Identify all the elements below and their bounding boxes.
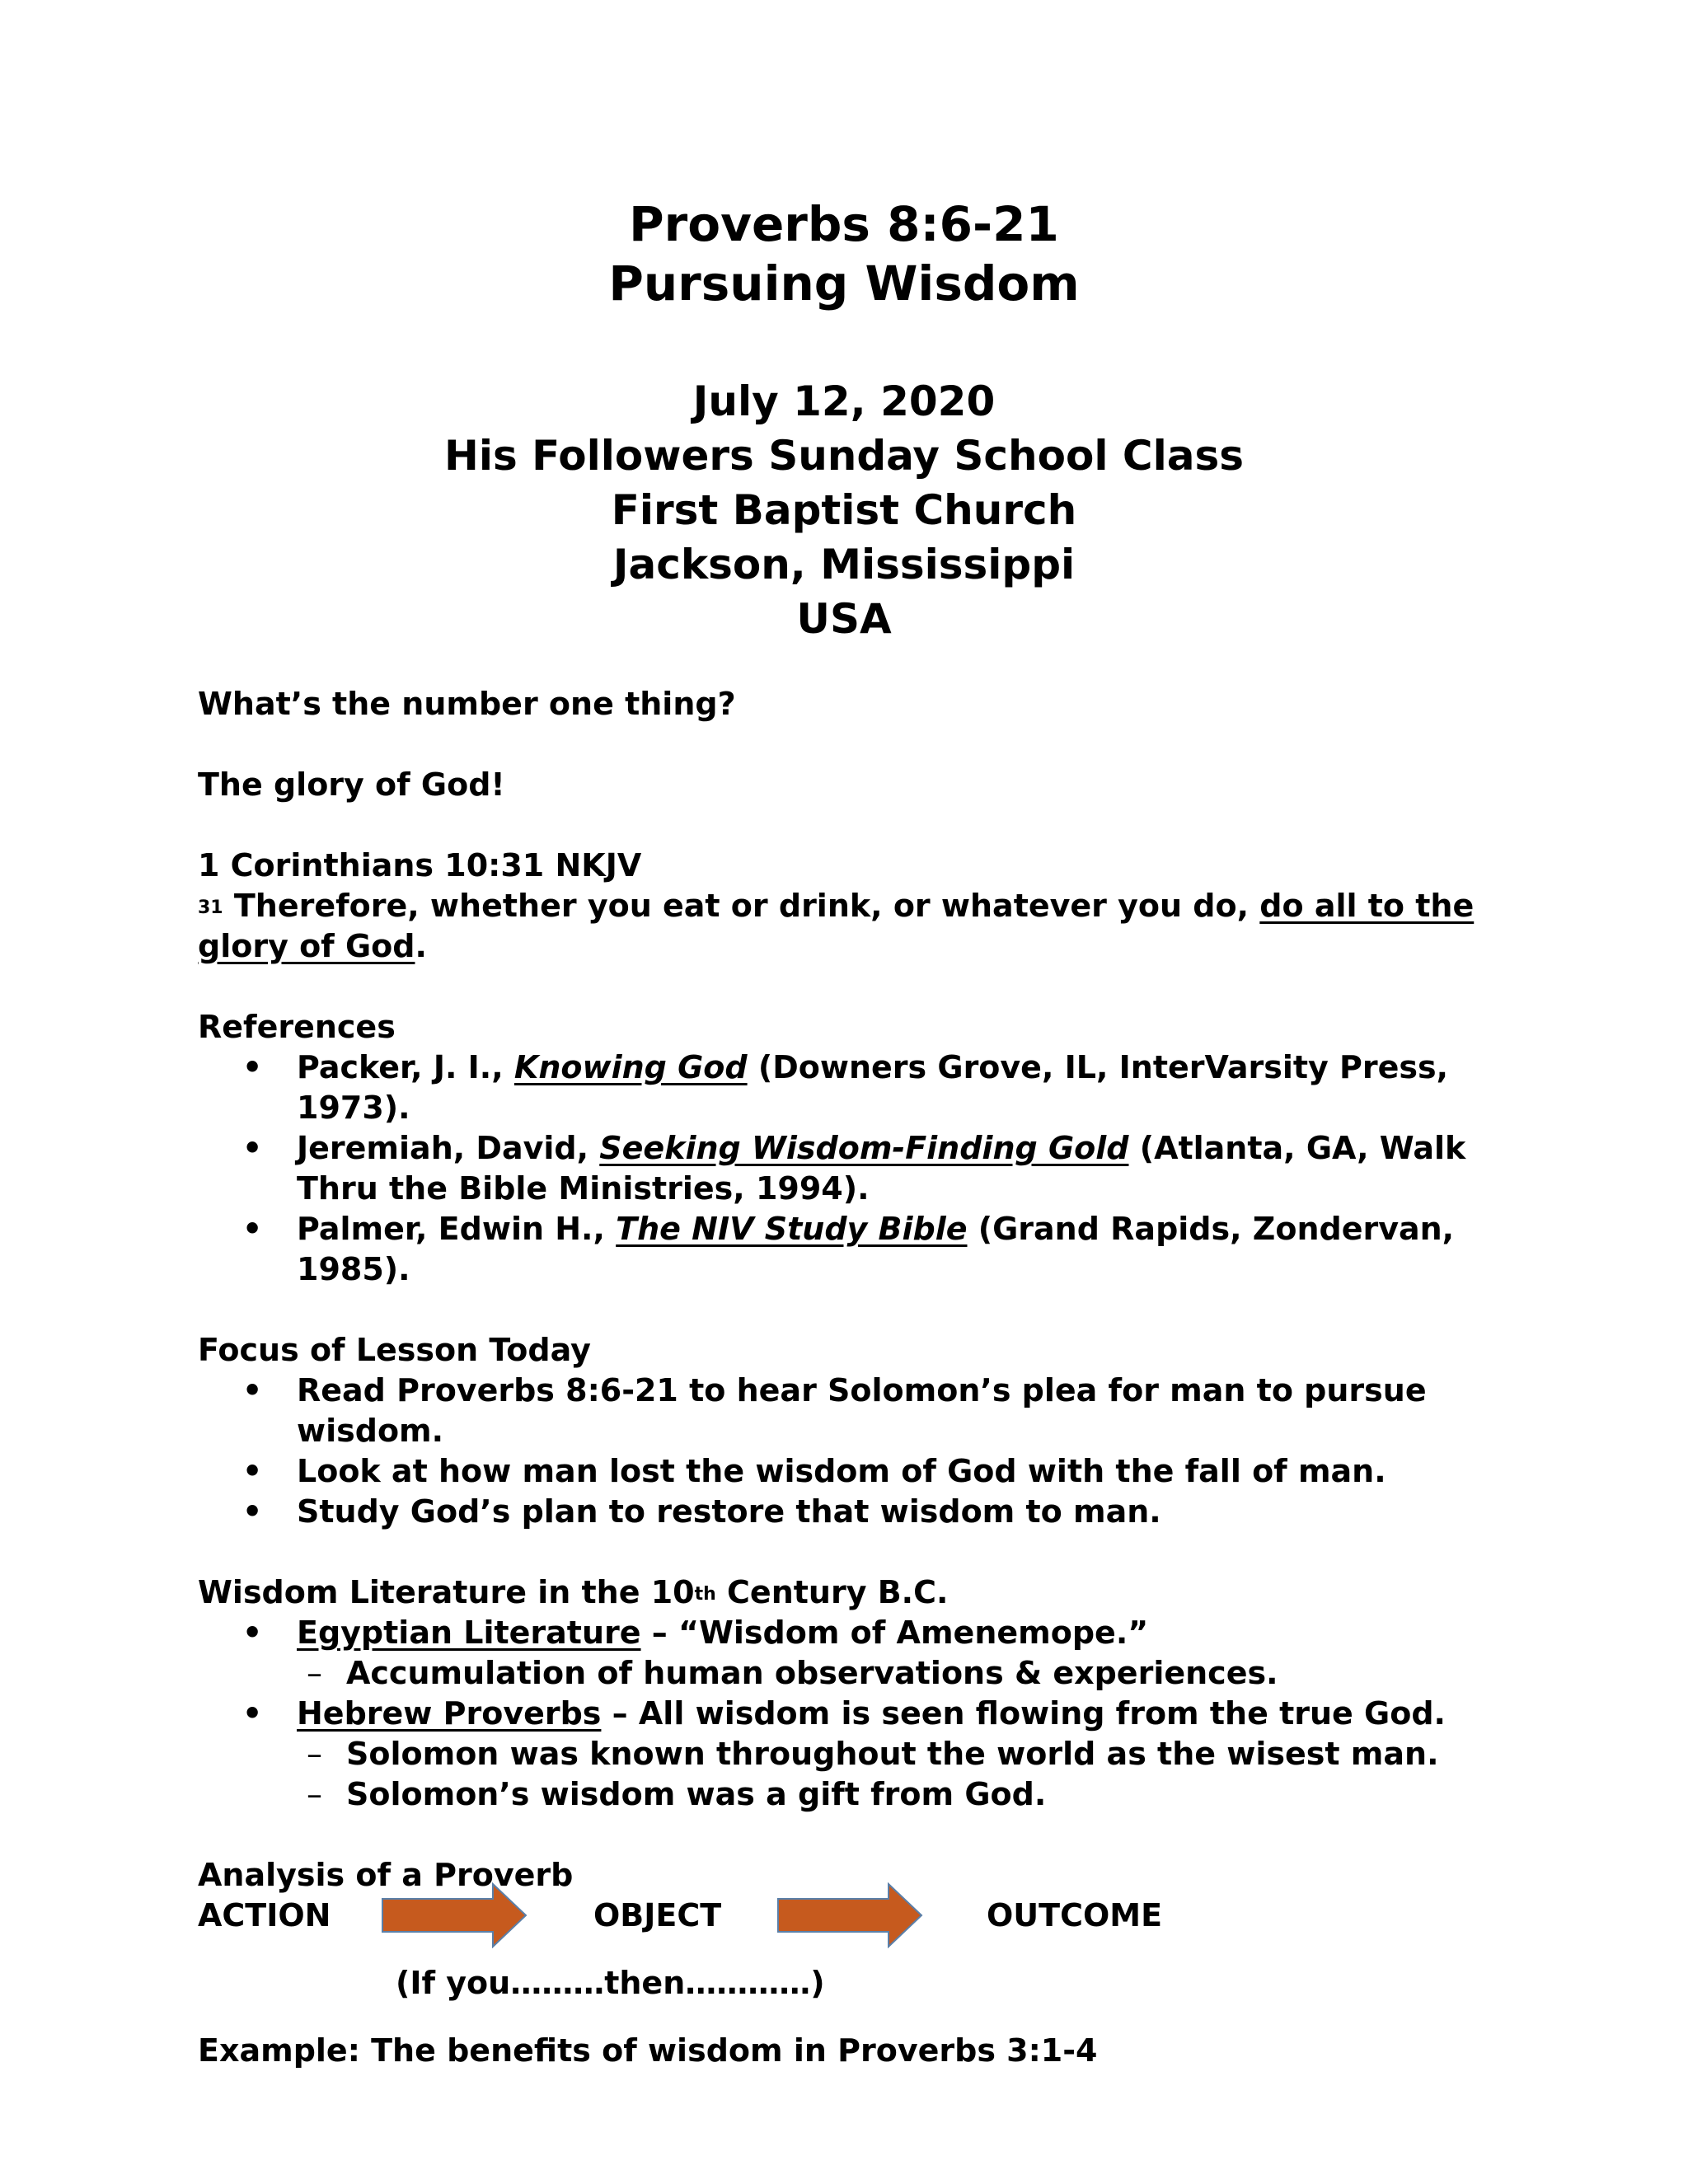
country-name: USA bbox=[796, 595, 892, 643]
scripture-text-after: . bbox=[415, 928, 427, 964]
sub-item: – Solomon’s wisdom was a gift from God. bbox=[198, 1774, 1500, 1815]
dash-icon: – bbox=[307, 1776, 322, 1812]
references-heading: References bbox=[198, 1009, 396, 1045]
dash-icon: – bbox=[307, 1655, 322, 1691]
bullet-icon: • bbox=[242, 1493, 263, 1530]
reference-book-title: Seeking Wisdom-Finding Gold bbox=[599, 1130, 1129, 1166]
wisdom-literature-list bbox=[198, 1613, 1500, 1653]
action-label: ACTION bbox=[198, 1897, 331, 1933]
focus-list bbox=[198, 1371, 1500, 1532]
reference-item: • Jeremiah, David, Seeking Wisdom-Finding Gold (Atlanta, GA, Walk Thru the Bible Ministries, 1994). bbox=[242, 1130, 1466, 1207]
hebrew-proverbs-label: Hebrew Proverbs bbox=[297, 1695, 602, 1732]
sub-item: – Accumulation of human observations & experiences. bbox=[198, 1653, 1500, 1694]
lesson-date: July 12, 2020 bbox=[692, 377, 996, 425]
city-name: Jackson, Mississippi bbox=[612, 541, 1076, 588]
bullet-icon: • bbox=[242, 1695, 263, 1732]
outcome-label: OUTCOME bbox=[987, 1897, 1163, 1933]
sub-item: – Solomon was known throughout the world as the wisest man. bbox=[198, 1734, 1500, 1774]
bullet-icon: • bbox=[242, 1615, 263, 1651]
focus-heading: Focus of Lesson Today bbox=[198, 1332, 591, 1368]
dash-icon: – bbox=[307, 1736, 322, 1772]
reference-item: • Packer, J. I., Knowing God (Downers Grove, IL, InterVarsity Press, 1973). bbox=[242, 1049, 1449, 1126]
title-topic: Pursuing Wisdom bbox=[608, 255, 1080, 312]
verse-number: 31 bbox=[198, 898, 223, 918]
focus-item: • Study God’s plan to restore that wisdom to man. bbox=[198, 1492, 1500, 1532]
bullet-icon: • bbox=[242, 1372, 263, 1408]
bullet-icon: • bbox=[242, 1211, 263, 1247]
church-name: First Baptist Church bbox=[611, 486, 1077, 534]
title-passage: Proverbs 8:6-21 bbox=[629, 196, 1059, 252]
scripture-reference: 1 Corinthians 10:31 NKJV bbox=[198, 847, 642, 883]
bullet-icon: • bbox=[242, 1453, 263, 1489]
reference-item: • Palmer, Edwin H., The NIV Study Bible (Grand Rapids, Zondervan, 1985). bbox=[242, 1211, 1455, 1287]
subtitle-block bbox=[0, 374, 1688, 646]
class-name: His Followers Sunday School Class bbox=[444, 432, 1244, 480]
proverb-analysis bbox=[198, 1855, 1500, 1936]
answer: The glory of God! bbox=[198, 766, 505, 803]
scripture-text-before: Therefore, whether you eat or drink, or whatever you do, bbox=[223, 888, 1260, 924]
hebrew-proverbs-item: • Hebrew Proverbs – All wisdom is seen flowing from the true God. bbox=[198, 1694, 1500, 1734]
title-block bbox=[0, 194, 1688, 313]
question: What’s the number one thing? bbox=[198, 686, 736, 722]
document-body bbox=[198, 684, 1500, 2071]
hebrew-list bbox=[198, 1694, 1500, 1734]
egyptian-literature-item: • Egyptian Literature – “Wisdom of Amenemope.” bbox=[198, 1613, 1500, 1653]
bullet-icon: • bbox=[242, 1049, 263, 1085]
example-line: Example: The benefits of wisdom in Proverbs 3:1-4 bbox=[198, 2032, 1098, 2069]
analysis-formula: (If you………then…………) bbox=[396, 1965, 825, 2001]
reference-book-title: Knowing God bbox=[513, 1049, 748, 1085]
focus-item: • Look at how man lost the wisdom of God with the fall of man. bbox=[198, 1451, 1500, 1492]
scripture-text-underlined: do all to the glory of God bbox=[198, 888, 1475, 964]
scripture-text bbox=[198, 886, 1500, 967]
references-list bbox=[198, 1047, 1500, 1290]
analysis-heading: Analysis of a Proverb bbox=[198, 1857, 574, 1893]
focus-item: • Read Proverbs 8:6-21 to hear Solomon’s plea for man to pursue wisdom. bbox=[242, 1372, 1427, 1449]
object-label: OBJECT bbox=[593, 1897, 722, 1933]
hebrew-subitems bbox=[198, 1734, 1500, 1815]
reference-book-title: The NIV Study Bible bbox=[616, 1211, 968, 1247]
wisdom-literature-heading: Wisdom Literature in the 10th Century B.C. bbox=[198, 1574, 949, 1610]
egyptian-literature-label: Egyptian Literature bbox=[297, 1615, 641, 1651]
bullet-icon: • bbox=[242, 1130, 263, 1166]
egyptian-subitems bbox=[198, 1653, 1500, 1694]
